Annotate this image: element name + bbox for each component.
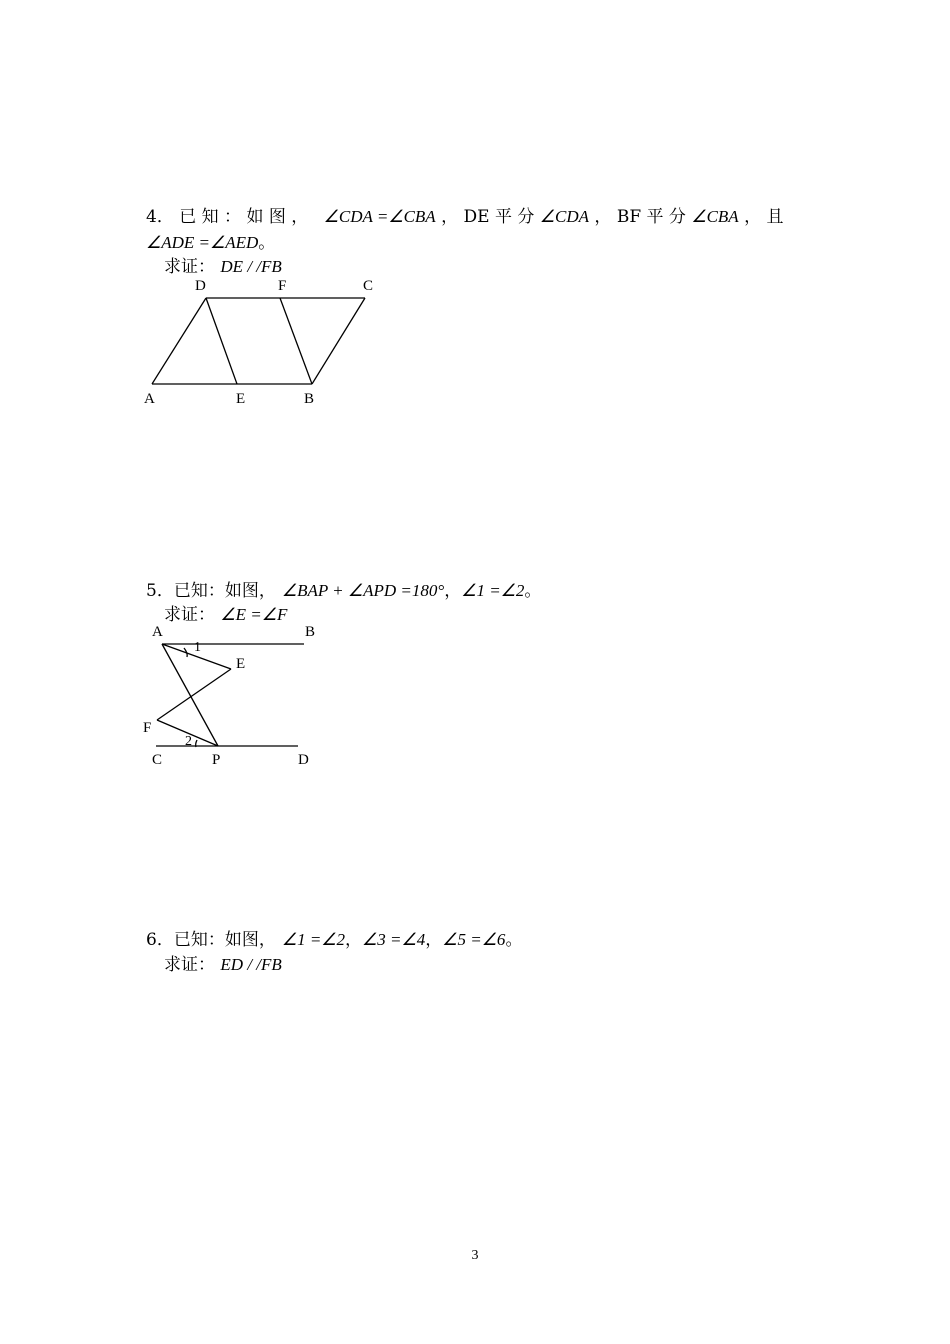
problem-6-number: 6． [146, 930, 174, 950]
p5-seg-ef [157, 669, 231, 720]
p4-label-e: E [236, 391, 246, 407]
page-number: 3 [471, 1248, 479, 1263]
problem-4-given-end: ， 且 [744, 207, 784, 227]
problem-5-prove-label: 求证： [164, 605, 215, 625]
problem-6-prove-label: 求证： [164, 955, 215, 975]
problem-5-given-prefix: 已知：如图， [173, 581, 276, 601]
problem-6-prove [164, 950, 282, 975]
problem-6-given-sep2: ， [425, 930, 443, 950]
problem-6-line1 [146, 925, 522, 950]
p5-seg-ap [162, 644, 218, 746]
p4-label-a: A [144, 391, 155, 407]
p5-label-p: P [212, 752, 221, 768]
p5-angle-1-label: 1 [194, 640, 201, 655]
problem-4-number: 4． [146, 207, 174, 227]
p4-label-f: F [278, 278, 287, 294]
p4-label-d: D [195, 278, 206, 294]
problem-4-prove-label: 求证： [164, 257, 215, 277]
problem-6-given-end: 。 [505, 930, 523, 950]
problem-4-given-math3: ∠CBA [691, 207, 739, 226]
p5-angle-2-label: 2 [185, 734, 192, 749]
problem-4-given-math2: ∠CDA [539, 207, 590, 226]
problem-6-given-prefix: 已知：如图， [173, 930, 276, 950]
p5-label-c: C [152, 752, 163, 768]
problem-4-given-math1: ∠CDA =∠CBA [323, 207, 436, 226]
problem-6-given-math2: ∠3 =∠4 [362, 930, 426, 949]
problem-4-given-line2-end: 。 [258, 233, 276, 253]
problem-6-given-math1: ∠1 =∠2 [281, 930, 346, 949]
p4-label-b: B [304, 391, 315, 407]
p5-label-b: B [305, 624, 316, 640]
p5-label-d: D [298, 752, 309, 768]
problem-5-given-sep: ， [444, 581, 462, 601]
problem-4-given-prefix: 已 知 ： 如 图 ， [179, 207, 309, 227]
problem-5-given-math1: ∠BAP + ∠APD =180° [281, 581, 445, 600]
problem-4-given-math4: ∠ADE =∠AED [146, 233, 259, 252]
problem-5-given-math2: ∠1 =∠2 [461, 581, 525, 600]
p5-label-f: F [143, 720, 152, 736]
problem-6-prove-math: ED / /FB [220, 955, 282, 974]
problem-4-prove-math: DE / /FB [220, 257, 282, 276]
problem-5-number: 5． [146, 581, 174, 601]
p5-label-a: A [152, 624, 163, 640]
problem-5-given-end: 。 [524, 581, 542, 601]
problem-6-given-sep1: ， [345, 930, 363, 950]
p4-label-c: C [363, 278, 374, 294]
problem-4-given-mid2: ， BF 平 分 [594, 207, 686, 227]
problem-4-given-mid1: ， DE 平 分 [441, 207, 535, 227]
p5-label-e: E [236, 656, 246, 672]
problem-6-given-math3: ∠5 =∠6 [442, 930, 506, 949]
problem-5-prove-math: ∠E =∠F [220, 605, 288, 624]
